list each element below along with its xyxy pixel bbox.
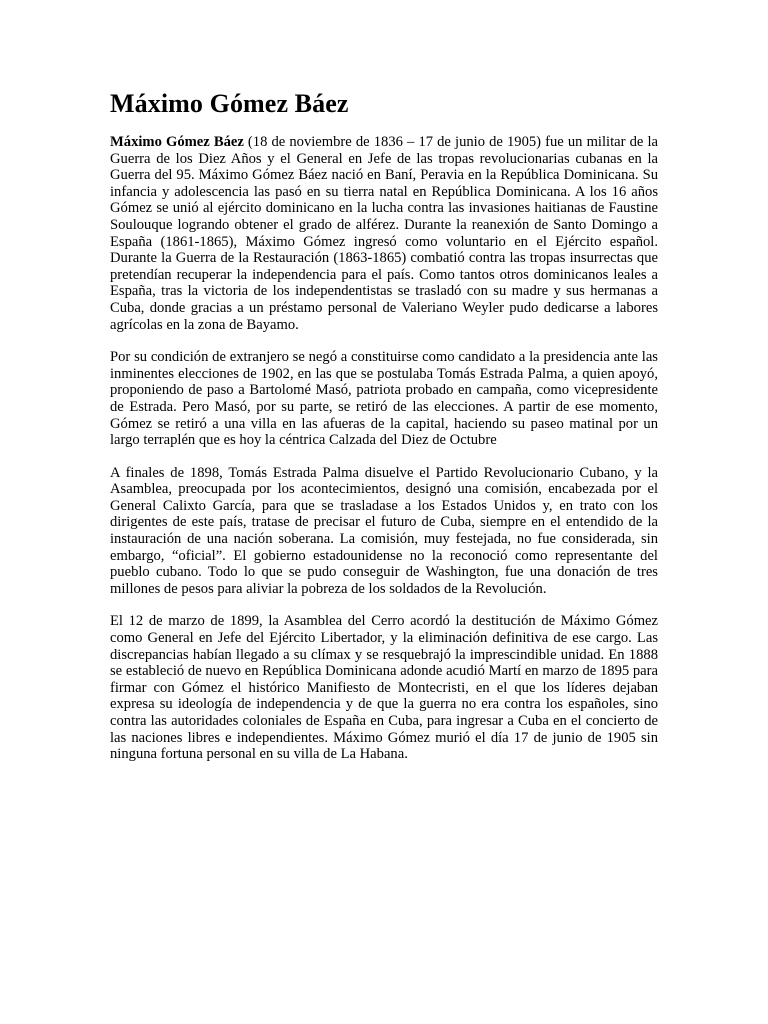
paragraph-candidacy: Por su condición de extranjero se negó a constituirse como candidato a la presidencia ante las inminentes elecciones de 1902, en las que se postulaba Tomás Estrada Palma, a quien apoyó, proponiendo de paso a Bartolomé Masó, patriota probado en campaña, como vicepresidente de Estrada. Pero Masó, por su parte, se retiró de las elecciones. A partir de ese momento, Gómez se retiró a una villa en las afueras de la capital, haciendo su paseo matinal por un largo terraplén que es hoy la céntrica Calzada del Diez de Octubre xyxy=(110,349,658,449)
paragraph-dismissal: El 12 de marzo de 1899, la Asamblea del Cerro acordó la destitución de Máximo Gómez como General en Jefe del Ejército Libertador, y la eliminación definitiva de ese cargo. Las discrepancias habían llegado a su clímax y se resquebrajó la imprescindible unidad. En 1888 se estableció de nuevo en República Dominicana adonde acudió Martí en marzo de 1895 para firmar con Gómez el histórico Manifiesto de Montecristi, en el que los líderes dejaban expresa su ideología de independencia y de que la guerra no era contra los españoles, sino contra las autoridades coloniales de España en Cuba, para ingresar a Cuba en el concierto de las naciones libres e independientes. Máximo Gómez murió el día 17 de junio de 1905 sin ninguna fortuna personal en su villa de La Habana. xyxy=(110,613,658,763)
intro-lead-name: Máximo Gómez Báez xyxy=(110,134,244,150)
paragraph-commission: A finales de 1898, Tomás Estrada Palma disuelve el Partido Revolucionario Cubano, y la Asamblea, preocupada por los acontecimientos, designó una comisión, encabezada por el General Calixto García, para que se trasladase a los Estados Unidos y, en trato con los dirigentes de este país, tratase de precisar el futuro de Cuba, siempre en el entendido de la instauración de una nación soberana. La comisión, muy festejada, no fue considerada, sin embargo, “oficial”. El gobierno estadounidense no la reconoció como representante del pueblo cubano. Todo lo que se pudo conseguir de Washington, fue una donación de tres millones de pesos para aliviar la pobreza de los soldados de la Revolución. xyxy=(110,464,658,597)
intro-body-text: (18 de noviembre de 1836 – 17 de junio de 1905) fue un militar de la Guerra de los Diez Años y el General en Jefe de las tropas revolucionarias cubanas en la Guerra del 95. Máximo Gómez Báez nació en Baní, Peravia en la República Dominicana. Su infancia y adolescencia las pasó en su tierra natal en República Dominicana. A los 16 años Gómez se unió al ejército dominicano en la lucha contra las invasiones haitianas de Faustine Soulouque logrando obtener el grado de alférez. Durante la reanexión de Santo Domingo a España (1861-1865), Máximo Gómez ingresó como voluntario en el Ejército español. Durante la Guerra de la Restauración (1863-1865) combatió contra las tropas insurrectas que pretendían recuperar la independencia para el país. Como tantos otros dominicanos leales a España, tras la victoria de los independentistas se trasladó con su madre y sus hermanas a Cuba, donde gracias a un préstamo personal de Valeriano Weyler pudo dedicarse a labores agrícolas en la zona de Bayamo. xyxy=(110,134,658,333)
document-title: Máximo Gómez Báez xyxy=(110,89,349,118)
paragraph-intro xyxy=(110,134,658,333)
